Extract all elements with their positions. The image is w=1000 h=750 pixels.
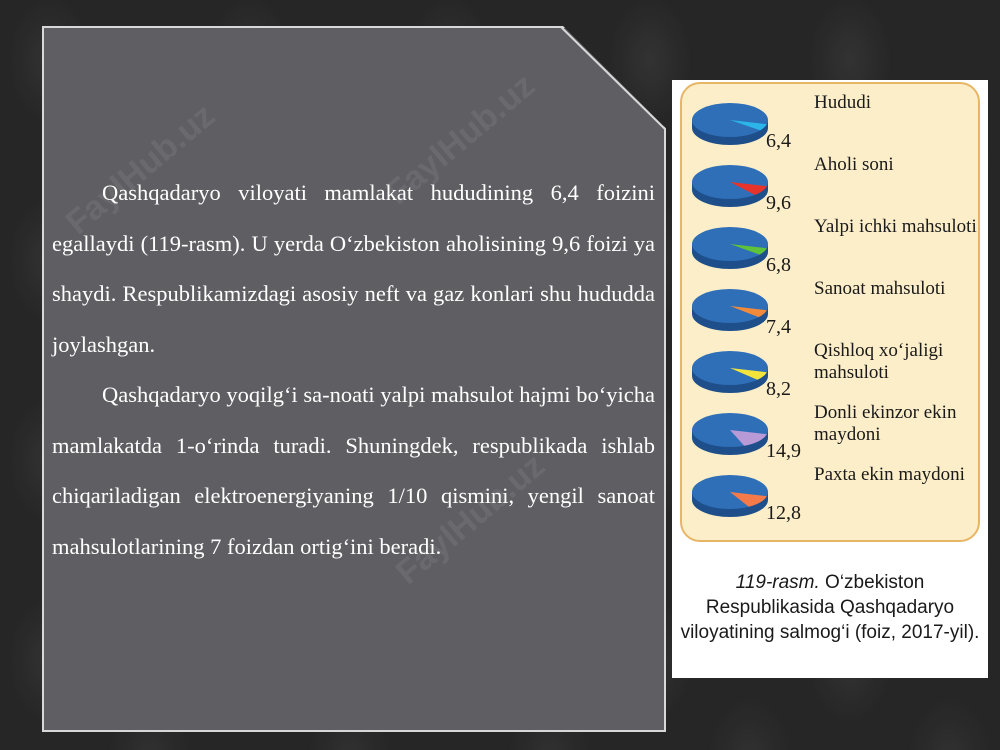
pie-slice-chart <box>690 98 774 150</box>
pie-value-label: 12,8 <box>766 502 801 524</box>
pie-value-label: 6,4 <box>766 130 791 152</box>
pie-row <box>680 276 980 342</box>
pie-value-label: 8,2 <box>766 378 791 400</box>
pie-category-label: Yalpi ichki mahsuloti <box>814 216 977 237</box>
paragraph-1: Qashqadaryo viloyati mamlakat hududining 6,4 foizini egallaydi (119-rasm). U yerda O‘zbekiston aholisining 9,6 foizi ya shaydi. Respublikamizdagi asosiy neft va gaz konlari shu hududda joylashgan. <box>52 180 655 357</box>
pie-category-label: Paxta ekin maydoni <box>814 464 965 485</box>
pie-category-label: Qishloq xo‘jaligi mahsuloti <box>814 340 944 383</box>
pie-row <box>680 462 980 528</box>
pie-value-label: 9,6 <box>766 192 791 214</box>
pie-category-label: Donli ekinzor ekin maydoni <box>814 402 957 445</box>
figure-119 <box>672 80 988 678</box>
pie-category-label: Aholi soni <box>814 154 894 175</box>
pie-row <box>680 90 980 156</box>
pie-slice-chart <box>690 222 774 274</box>
pie-row <box>680 152 980 218</box>
paragraph-2: Qashqadaryo yoqilg‘i sa-noati yalpi mahsulot hajmi bo‘yicha mamlakatda 1-o‘rinda turadi. Shuningdek, respublikada ishlab chiqariladigan elektroenergiyaning 1/10 qismini, yengil sanoat mahsulotlarining 7 foizdan ortig‘ini beradi. <box>52 382 655 559</box>
caption-figure-ref: 119-rasm. <box>735 572 820 593</box>
figure-caption <box>672 570 988 645</box>
pie-value-label: 7,4 <box>766 316 791 338</box>
pie-value-label: 6,8 <box>766 254 791 276</box>
pie-slice-chart <box>690 408 774 460</box>
body-text <box>52 168 655 572</box>
pie-category-label: Hududi <box>814 92 871 113</box>
pie-slice-chart <box>690 470 774 522</box>
pie-category-label: Sanoat mahsuloti <box>814 278 946 299</box>
pie-slice-chart <box>690 160 774 212</box>
pie-slice-chart <box>690 346 774 398</box>
pie-value-label: 14,9 <box>766 440 801 462</box>
pie-row <box>680 338 980 404</box>
pie-row <box>680 214 980 280</box>
pie-row <box>680 400 980 466</box>
pie-slice-chart <box>690 284 774 336</box>
caption-text: O‘zbekiston Respublikasida Qashqadaryo viloyatining salmog‘i (foiz, 2017-yil). <box>680 572 980 643</box>
